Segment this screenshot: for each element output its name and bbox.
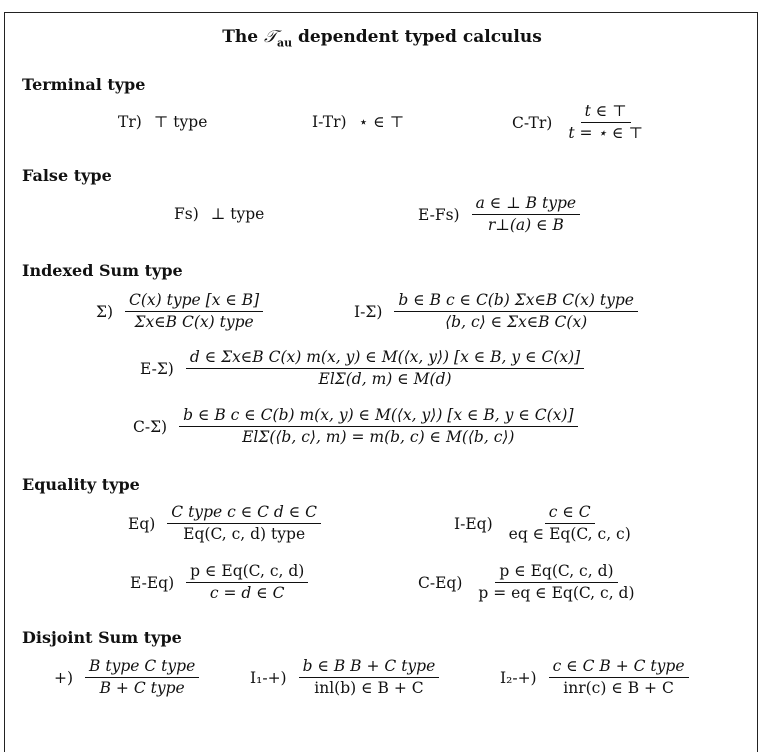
rule-c-sigma (133, 405, 578, 448)
premise: b ∈ B B + C type (299, 656, 440, 678)
conclusion: inr(c) ∈ B + C (563, 679, 674, 697)
rule-i-eq (454, 502, 635, 545)
inference-fraction (299, 656, 440, 699)
conclusion: c = d ∈ C (209, 584, 285, 602)
rule-tr (118, 113, 207, 131)
rule-i-tr (312, 113, 404, 131)
rule-label: Eq) (128, 514, 156, 533)
rule-label: I-Σ) (354, 302, 383, 321)
conclusion: t = ⋆ ∈ ⊤ (568, 124, 644, 142)
rule-plus (54, 656, 199, 699)
rule-eq (128, 502, 321, 545)
rule-label: I₂-+) (500, 668, 537, 687)
premise: t ∈ ⊤ (581, 101, 631, 123)
conclusion: ⟨b, c⟩ ∈ Σx∈B C(x) (445, 313, 588, 331)
conclusion: B + C type (99, 679, 185, 697)
premise: B type C type (85, 656, 199, 678)
premise: C(x) type [x ∈ B] (125, 290, 263, 312)
premise: d ∈ Σx∈B C(x) m(x, y) ∈ M(⟨x, y⟩) [x ∈ B, y ∈ C(x)] (186, 347, 584, 369)
rule-sigma (96, 290, 263, 333)
premise: c ∈ C (545, 502, 595, 524)
rule-label: I₁-+) (250, 668, 287, 687)
section-disjoint-sum-type: Disjoint Sum type (22, 628, 182, 647)
rule-i-sigma (354, 290, 638, 333)
inference-fraction (125, 290, 263, 333)
inference-fraction (394, 290, 638, 333)
rule-label: C-Tr) (512, 113, 553, 132)
rule-label: E-Σ) (140, 359, 174, 378)
conclusion: inl(b) ∈ B + C (314, 679, 424, 697)
conclusion: eq ∈ Eq(C, c, c) (508, 525, 631, 543)
inference-fraction (564, 101, 647, 144)
premise: p ∈ Eq(C, c, d) (495, 561, 617, 583)
rule-e-sigma (140, 347, 584, 390)
conclusion: Σx∈B C(x) type (134, 313, 254, 331)
inference-fraction (167, 502, 321, 545)
title-suffix: dependent typed calculus (292, 27, 542, 47)
rule-label: E-Eq) (130, 573, 175, 592)
rule-judgement: ⊥ type (210, 205, 265, 223)
inference-fraction (186, 561, 308, 604)
inference-fraction (472, 193, 580, 236)
rule-label: Σ) (96, 302, 114, 321)
rule-label: +) (54, 668, 74, 687)
page-title (0, 27, 764, 49)
section-terminal-type: Terminal type (22, 75, 146, 94)
title-symbol: 𝒯 (263, 27, 277, 47)
rule-e-fs (418, 193, 580, 236)
conclusion: Eq(C, c, d) type (183, 525, 306, 543)
premise: p ∈ Eq(C, c, d) (186, 561, 308, 583)
premise: b ∈ B c ∈ C(b) m(x, y) ∈ M(⟨x, y⟩) [x ∈ B, y ∈ C(x)] (179, 405, 577, 427)
rule-c-tr (512, 101, 647, 144)
rule-label: C-Σ) (133, 417, 168, 436)
rule-judgement: ⊤ type (153, 113, 208, 131)
rule-label: Fs) (174, 205, 199, 223)
section-indexed-sum-type: Indexed Sum type (22, 261, 183, 280)
rule-judgement: ⋆ ∈ ⊤ (358, 113, 405, 131)
rule-i2-plus (500, 656, 689, 699)
rule-fs (174, 205, 264, 223)
premise: c ∈ C B + C type (549, 656, 689, 678)
rule-label: Tr) (118, 113, 142, 131)
inference-fraction (474, 561, 638, 604)
title-prefix: The (222, 27, 264, 47)
premise: b ∈ B c ∈ C(b) Σx∈B C(x) type (394, 290, 638, 312)
conclusion: r⊥(a) ∈ B (487, 216, 564, 234)
inference-fraction (505, 502, 635, 545)
inference-fraction (85, 656, 199, 699)
rule-e-eq (130, 561, 308, 604)
section-equality-type: Equality type (22, 475, 140, 494)
conclusion: ElΣ(⟨b, c⟩, m) = m(b, c) ∈ M(⟨b, c⟩) (242, 428, 515, 446)
rule-label: I-Eq) (454, 514, 493, 533)
rule-i1-plus (250, 656, 439, 699)
conclusion: p = eq ∈ Eq(C, c, d) (478, 584, 635, 602)
inference-fraction (179, 405, 577, 448)
section-false-type: False type (22, 166, 112, 185)
premise: C type c ∈ C d ∈ C (167, 502, 321, 524)
premise: a ∈ ⊥ B type (472, 193, 580, 215)
rule-label: I-Tr) (312, 113, 347, 131)
title-subscript: au (276, 36, 293, 50)
conclusion: ElΣ(d, m) ∈ M(d) (318, 370, 452, 388)
rule-label: C-Eq) (418, 573, 463, 592)
rule-c-eq (418, 561, 639, 604)
inference-fraction (549, 656, 689, 699)
inference-fraction (186, 347, 584, 390)
rule-label: E-Fs) (418, 205, 460, 224)
